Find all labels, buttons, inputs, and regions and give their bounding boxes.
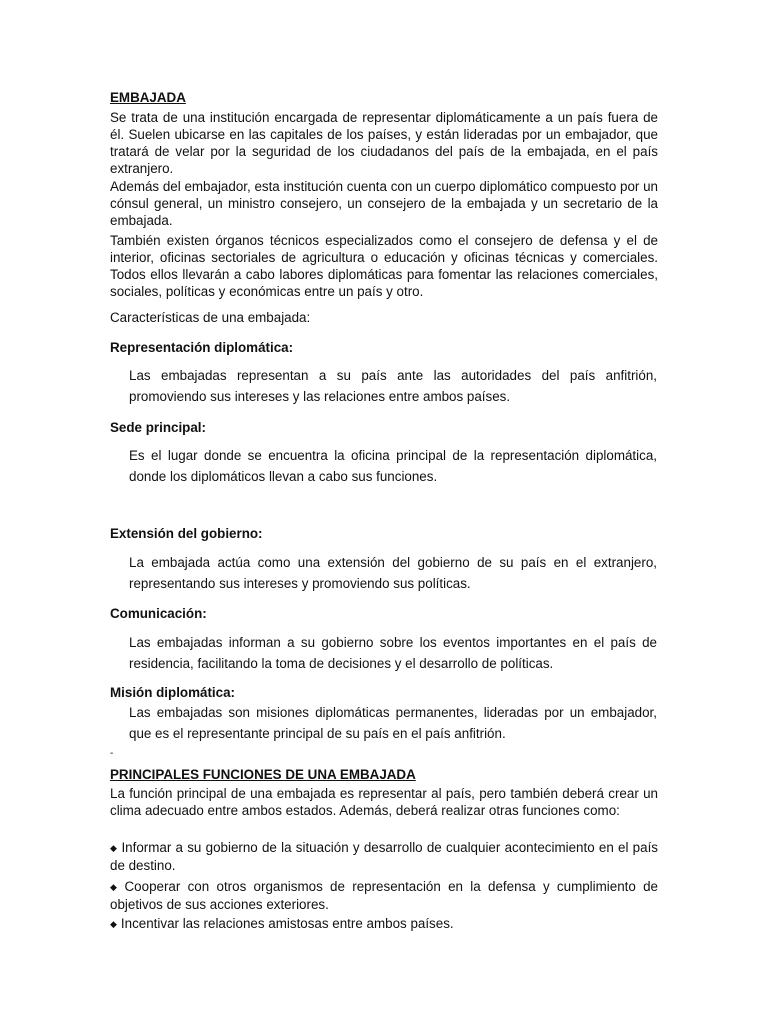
intro-paragraph-3: También existen órganos técnicos especializados como el consejero de defensa y el de interior, oficinas sectoriales de agricultura o educación y oficinas técnicas y comerciales. Todos ellos llevarán a cabo labores diplomáticas para fomentar las relaciones comerciales, sociales, políticas y económicas entre un país y otro. xyxy=(110,233,658,299)
function-item-1: ◆ Informar a su gobierno de la situación y desarrollo de cualquier acontecimiento en el país de destino. xyxy=(110,839,658,874)
separator-mark: - xyxy=(110,748,114,759)
characteristic-heading-mision: Misión diplomática: xyxy=(110,685,235,700)
characteristic-heading-comunicacion: Comunicación: xyxy=(110,606,207,621)
diamond-bullet-icon xyxy=(110,916,121,931)
characteristic-heading-representacion: Representación diplomática: xyxy=(110,340,294,355)
diamond-bullet-icon xyxy=(110,840,121,855)
intro-paragraph-2: Además del embajador, esta institución cuenta con un cuerpo diplomático compuesto por un cónsul general, un ministro consejero, un consejero de la embajada y un secretario de la embajada. xyxy=(110,179,658,228)
functions-title: PRINCIPALES FUNCIONES DE UNA EMBAJADA xyxy=(110,767,416,782)
diamond-bullet-icon xyxy=(110,879,125,894)
characteristics-intro: Características de una embajada: xyxy=(110,310,311,325)
intro-paragraph-1: Se trata de una institución encargada de representar diplomáticamente a un país fuera de él. Suelen ubicarse en las capitales de los países, y están lideradas por un embajador, que tratará de velar por la seguridad de los ciudadanos del país de la embajada, en el país extranjero. xyxy=(110,110,658,176)
functions-intro: La función principal de una embajada es representar al país, pero también deberá crear un clima adecuado entre ambos estados. Además, deberá realizar otras funciones como: xyxy=(110,786,658,818)
document-title: EMBAJADA xyxy=(110,90,186,105)
characteristic-text-mision: Las embajadas son misiones diplomáticas permanentes, lideradas por un embajador, que es el representante principal de su país en el país anfitrión. xyxy=(129,705,657,741)
function-item-3: ◆ Incentivar las relaciones amistosas entre ambos países. xyxy=(110,915,658,933)
characteristic-text-sede: Es el lugar donde se encuentra la oficina principal de la representación diplomática, donde los diplomáticos llevan a cabo sus funciones. xyxy=(129,448,657,484)
characteristic-text-extension: La embajada actúa como una extensión del gobierno de su país en el extranjero, representando sus intereses y promoviendo sus políticas. xyxy=(129,555,657,591)
characteristic-heading-extension: Extensión del gobierno: xyxy=(110,526,263,541)
characteristic-heading-sede: Sede principal: xyxy=(110,420,206,435)
function-item-2: ◆ Cooperar con otros organismos de representación en la defensa y cumplimiento de objetivos de sus acciones exteriores. xyxy=(110,878,658,913)
characteristic-text-representacion: Las embajadas representan a su país ante las autoridades del país anfitrión, promoviendo sus intereses y las relaciones entre ambos países. xyxy=(129,368,657,404)
characteristic-text-comunicacion: Las embajadas informan a su gobierno sobre los eventos importantes en el país de residencia, facilitando la toma de decisiones y el desarrollo de políticas. xyxy=(129,635,657,671)
